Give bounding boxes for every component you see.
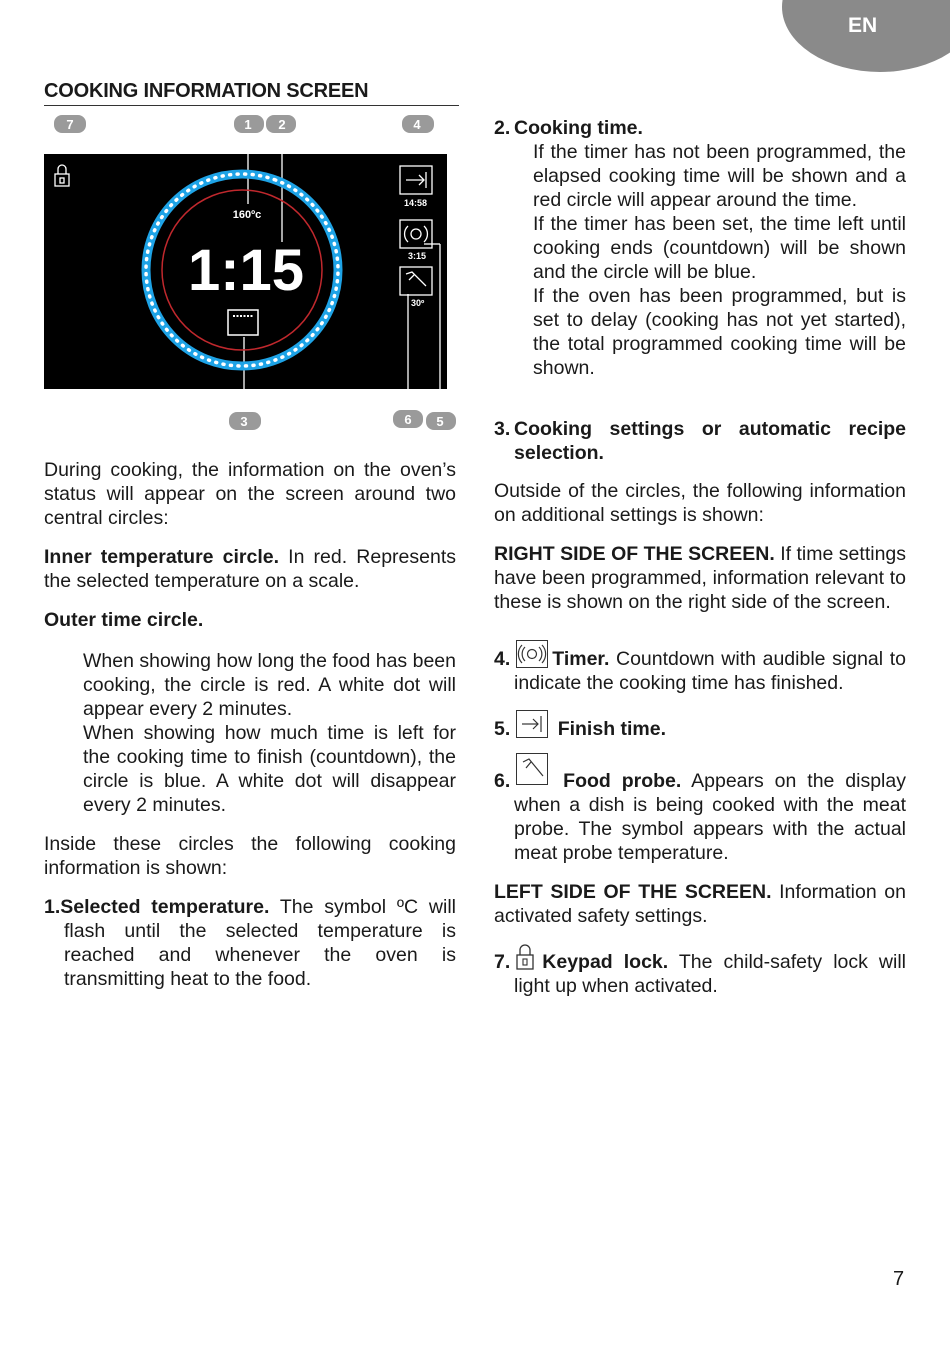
outside-circles-paragraph: Outside of the circles, the following information on additional settings is shown: xyxy=(494,480,906,526)
intro-paragraph: During cooking, the information on the oven’s status will appear on the screen around two central circles: xyxy=(44,459,456,529)
page-number: 7 xyxy=(893,1268,905,1290)
section-title: COOKING INFORMATION SCREEN xyxy=(44,80,459,106)
callout-7: 7 xyxy=(66,117,74,132)
left-side-paragraph: LEFT SIDE OF THE SCREEN. Information on activated safety settings. xyxy=(494,881,907,927)
timer-readout: 3:15 xyxy=(408,251,427,261)
inner-circle-paragraph: Inner temperature circle. In red. Represents the selected temperature on a scale. xyxy=(44,546,457,592)
outer-circle-blue: When showing how much time is left for the cooking time to finish (countdown), the circle is blue. A white dot will disappear every 2 minutes. xyxy=(83,722,456,816)
item-5: 5. Finish time. xyxy=(494,710,906,741)
keypad-lock-icon xyxy=(514,942,536,972)
callout-3: 3 xyxy=(240,414,248,429)
inside-circles-paragraph: Inside these circles the following cooking information is shown: xyxy=(44,833,456,879)
cooking-screen-figure xyxy=(40,112,460,432)
food-probe-icon xyxy=(516,753,548,785)
finish-time-icon xyxy=(516,710,548,738)
item-1: 1.Selected temperature. The symbol ºC will flash until the selected temperature is reached and whenever the oven is transmitting heat to the food. xyxy=(44,896,456,990)
item-2-heading: 2. Cooking time. xyxy=(494,117,643,139)
outer-circle-red: When showing how long the food has been cooking, the circle is red. A white dot will appear every 2 minutes. xyxy=(83,650,456,720)
callout-5: 5 xyxy=(436,414,444,429)
callout-2: 2 xyxy=(278,117,286,132)
item-2-details xyxy=(494,140,906,380)
language-label: EN xyxy=(848,14,878,37)
item-6: 6. Food probe. Appears on the display when a dish is being cooked with the meat probe. The symbol appears with the actual meat probe temperature. xyxy=(494,753,906,865)
right-column xyxy=(494,116,906,1013)
finish-time-readout: 14:58 xyxy=(404,198,428,208)
callout-4: 4 xyxy=(413,117,421,132)
probe-readout: 30º xyxy=(411,298,425,308)
language-tab xyxy=(782,0,950,72)
right-side-paragraph: RIGHT SIDE OF THE SCREEN. If time settings have been programmed, information relevant to these is shown on the right side of the screen. xyxy=(494,543,907,613)
outer-circle-details xyxy=(44,649,456,817)
outer-circle-title: Outer time circle. xyxy=(44,609,204,631)
timer-icon xyxy=(516,640,548,668)
item-2-p2: If the timer has been set, the time left until cooking ends (countdown) will be shown and the circle will be blue. xyxy=(533,213,906,283)
item-4: 4. Timer. Countdown with audible signal to indicate the cooking time has finished. xyxy=(494,640,906,695)
callout-6: 6 xyxy=(404,412,412,427)
item-2-p3: If the oven has been programmed, but is set to delay (cooking has not yet started), the total programmed cooking time will be shown. xyxy=(533,285,906,379)
temperature-readout: 160ºc xyxy=(232,209,262,221)
left-column xyxy=(44,458,456,1006)
item-7: 7. Keypad lock. The child-safety lock will light up when activated. xyxy=(494,942,906,998)
item-2-p1: If the timer has not been programmed, the elapsed cooking time will be shown and a red circle will appear around the time. xyxy=(533,141,906,211)
callout-1: 1 xyxy=(244,117,252,132)
time-readout: 1:15 xyxy=(187,238,305,303)
item-3-heading: 3. Cooking settings or automatic recipe selection. xyxy=(494,418,906,464)
